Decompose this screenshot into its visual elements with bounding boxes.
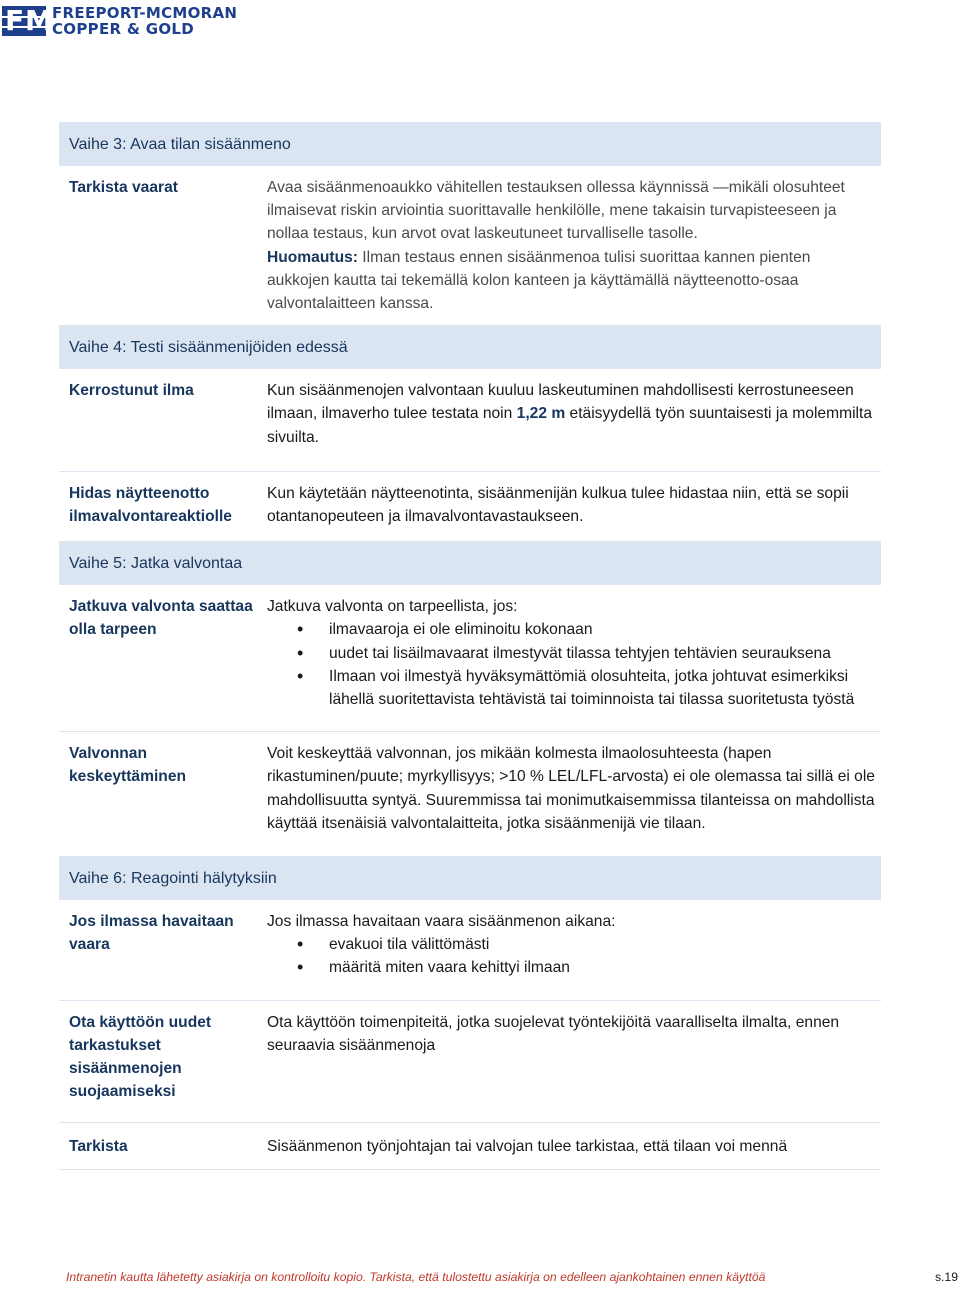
procedure-table: [59, 122, 881, 1170]
row-text: Ota käyttöön toimenpiteitä, jotka suojelevat työntekijöitä vaaralliselta ilmalta, ennen seuraavia sisäänmenoja: [267, 1013, 840, 1054]
row-label: Tarkista vaarat: [69, 179, 178, 196]
row-label: Tarkista: [69, 1138, 128, 1156]
footer-notice: Intranetin kautta lähetetty asiakirja on kontrolloitu kopio. Tarkista, että tulostettu asiakirja on edelleen ajankohtainen ennen käyttöä: [66, 1270, 766, 1284]
step-4-header: Vaihe 4: Testi sisäänmenijöiden edessä: [59, 325, 881, 369]
row-text: Voit keskeyttää valvonnan, jos mikään kolmesta ilmaolosuhteesta (hapen rikastuminen/puute; myrkyllisyys; >10 % LEL/LFL-arvosta) ei ole olemassa tai sillä ei ole mahdollisuutta syntyä. Suuremmissa tai monimutkaisemmissa tilanteissa on mahdollista käyttää itsenäisiä valvontalaitteita, jotka sisäänmenijä vie tilaan.: [267, 745, 875, 832]
row-label: Hidas näytteenotto ilmavalvontareaktiolle: [69, 484, 232, 526]
page-number: s.19: [934, 1270, 958, 1284]
table-row: [59, 166, 881, 323]
list-item: • ilmavaaroja ei ole eliminoitu kokonaan: [267, 618, 875, 641]
bullet-list: [267, 933, 875, 979]
logo-line-1: FREEPORT-MCMORAN: [52, 4, 238, 22]
table-row: [59, 585, 881, 732]
row-text-b: etäisyydellä työn suuntaisesti ja molemmilta sivuilta.: [267, 405, 873, 446]
step-5-header: Vaihe 5: Jatka valvontaa: [59, 541, 881, 585]
company-logo: [0, 0, 237, 42]
logo-wordmark: [52, 5, 237, 37]
row-text: Kun käytetään näytteenotinta, sisäänmenijän kulkua tulee hidastaa niin, että se sopii otantanopeuteen ja ilmavalvontavastaukseen.: [267, 484, 849, 526]
row-intro: Jatkuva valvonta on tarpeellista, jos:: [267, 598, 518, 616]
logo-line-2: COPPER & GOLD: [52, 20, 195, 38]
row-label: Jos ilmassa havaitaan vaara: [69, 913, 234, 954]
step-6-header: Vaihe 6: Reagointi hälytyksiin: [59, 856, 881, 900]
row-text-bold: 1,22 m: [516, 405, 566, 423]
table-row: [59, 1123, 881, 1169]
row-text: [257, 910, 881, 980]
list-item: • Ilmaan voi ilmestyä hyväksymättömiä olosuhteita, jotka johtuvat esimerkiksi lähellä suoritettavista tehtävistä tai toiminnoista tai tilassa suoritetusta työstä: [267, 665, 875, 711]
list-item: • määritä miten vaara kehittyi ilmaan: [267, 956, 875, 979]
row-text: Sisäänmenon työnjohtajan tai valvojan tulee tarkistaa, että tilaan voi mennä: [267, 1138, 788, 1156]
row-label: Ota käyttöön uudet tarkastukset sisäänmenojen suojaamiseksi: [69, 1013, 212, 1101]
row-text-a: Kun sisäänmenojen valvontaan kuuluu laskeutuminen mahdollisesti kerrostuneeseen ilmaan, ilmaverho tulee testata noin: [267, 382, 854, 423]
note-label: Huomautus:: [267, 248, 358, 266]
list-item: • uudet tai lisäilmavaarat ilmestyvät tilassa tehtyjen tehtävien seurauksena: [267, 642, 875, 665]
row-label: Kerrostunut ilma: [69, 382, 194, 400]
logo-icon: F M: [2, 2, 46, 40]
row-text: [257, 595, 881, 711]
row-label: Valvonnan keskeyttäminen: [69, 745, 187, 786]
table-row: [59, 369, 881, 472]
table-row: [59, 1001, 881, 1124]
row-text: [257, 176, 881, 315]
step-3-header: Vaihe 3: Avaa tilan sisäänmeno: [59, 122, 881, 166]
table-row: [59, 900, 881, 1001]
table-row: [59, 732, 881, 856]
row-label: Jatkuva valvonta saattaa olla tarpeen: [69, 598, 253, 639]
row-text-main: Avaa sisäänmenoaukko vähitellen testauksen ollessa käynnissä —mikäli olosuhteet ilmaisevat riskin arviointia suorittavalle henkilölle, mene takaisin turvapisteeseen ja nollaa testaus, kun arvot ovat laskeutuneet turvalliselle tasolle.: [267, 179, 845, 243]
note-text: Ilman testaus ennen sisäänmenoa tulisi suorittaa kannen pienten aukkojen kautta tai tekemällä kolon kanteen ja käyttämällä näytteenotto-osaa valvontalaitteen kanssa.: [267, 248, 811, 313]
bullet-list: [267, 618, 875, 711]
list-item: • evakuoi tila välittömästi: [267, 933, 875, 956]
row-intro: Jos ilmassa havaitaan vaara sisäänmenon aikana:: [267, 913, 616, 931]
table-row: [59, 472, 881, 541]
row-text: [257, 379, 881, 449]
